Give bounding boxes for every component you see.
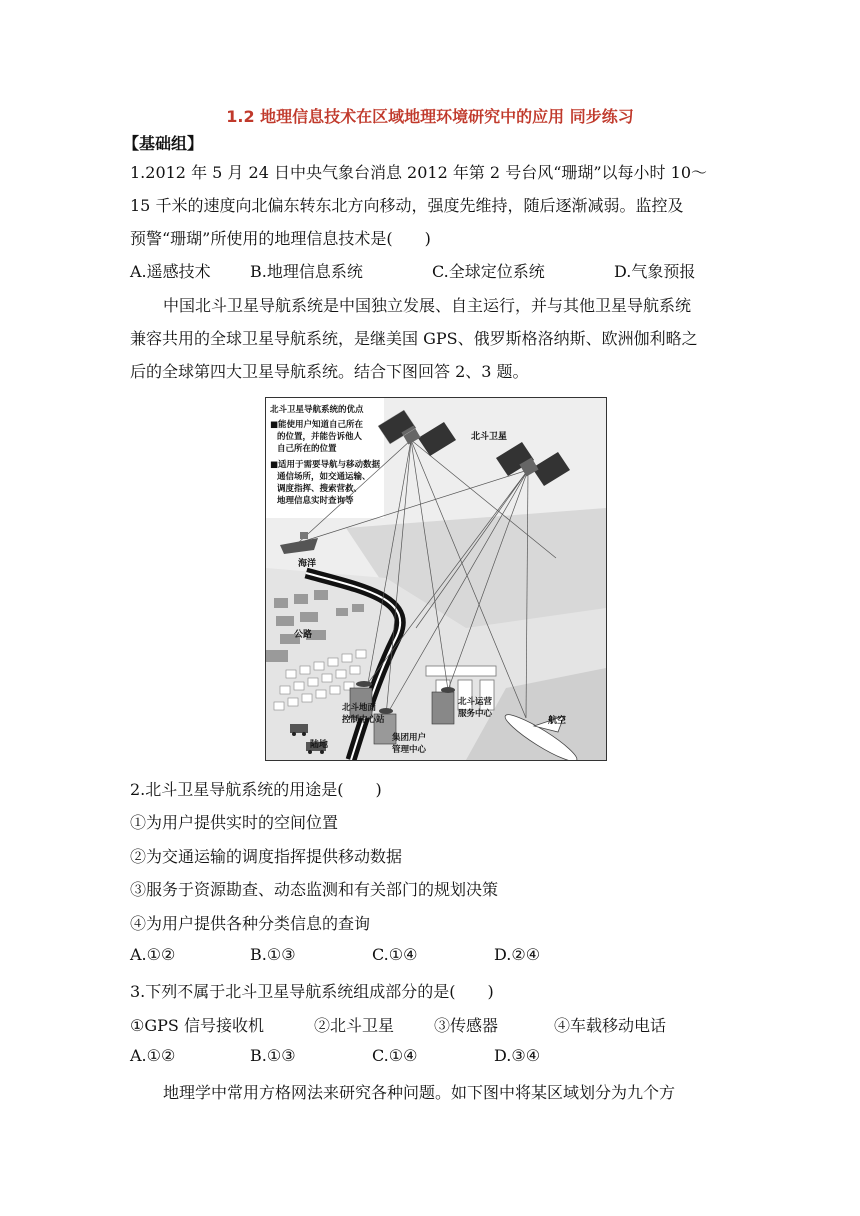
- legend-item-2-line-2: 通信场所，如交通运输、: [277, 472, 371, 482]
- user-center-label-2: 管理中心: [392, 745, 427, 755]
- q3-item-3: ③传感器: [434, 1016, 499, 1035]
- q1-option-d: D.气象预报: [614, 262, 696, 281]
- q1-option-c: C.全球定位系统: [432, 262, 545, 281]
- ground-station-label-2: 控制中心站: [342, 715, 385, 725]
- operation-center-label-2: 服务中心: [458, 709, 493, 719]
- q2-item-3: ③服务于资源勘查、动态监测和有关部门的规划决策: [130, 880, 499, 899]
- q3-item-2: ②北斗卫星: [314, 1016, 395, 1035]
- q3-option-d: D.③④: [494, 1046, 541, 1065]
- q3-option-c: C.①④: [372, 1046, 418, 1065]
- q1-line-1: 1.2012 年 5 月 24 日中央气象台消息 2012 年第 2 号台风“珊瑚”以每小时 10～: [130, 163, 708, 182]
- ground-station-label-1: 北斗地面: [342, 703, 377, 713]
- section-heading: 【基础组】: [123, 134, 204, 153]
- land-label: 陆地: [310, 740, 329, 750]
- user-center-label-1: 集团用户: [392, 733, 427, 743]
- passage1-line-2: 兼容共用的全球卫星导航系统，是继美国 GPS、俄罗斯格洛纳斯、欧洲伽利略之: [130, 329, 698, 348]
- legend-item-2-line-1: ■适用于需要导航与移动数据: [270, 460, 381, 470]
- q1-line-2: 15 千米的速度向北偏东转东北方向移动，强度先维持，随后逐渐减弱。监控及: [130, 196, 684, 215]
- document-title: 1.2 地理信息技术在区域地理环境研究中的应用 同步练习: [226, 107, 634, 126]
- q3-stem: 3.下列不属于北斗卫星导航系统组成部分的是( ): [130, 982, 494, 1001]
- q1-option-a: A.遥感技术: [130, 262, 211, 281]
- legend-item-2-line-3: 调度指挥、搜索营救、: [277, 484, 363, 494]
- q3-option-b: B.①③: [250, 1046, 296, 1065]
- q2-item-4: ④为用户提供各种分类信息的查询: [130, 914, 371, 933]
- q2-stem: 2.北斗卫星导航系统的用途是( ): [130, 780, 382, 799]
- q3-item-4: ④车载移动电话: [554, 1016, 667, 1035]
- q2-option-b: B.①③: [250, 945, 296, 964]
- passage1-line-3: 后的全球第四大卫星导航系统。结合下图回答 2、3 题。: [130, 362, 529, 381]
- satellite-label: 北斗卫星: [471, 432, 508, 442]
- q2-option-a: A.①②: [130, 945, 176, 964]
- passage1-line-1: 中国北斗卫星导航系统是中国独立发展、自主运行，并与其他卫星导航系统: [163, 296, 692, 315]
- q3-option-a: A.①②: [130, 1046, 176, 1065]
- operation-center-label-1: 北斗运营: [458, 697, 493, 707]
- ocean-label: 海洋: [298, 559, 317, 569]
- legend-item-1-line-3: 自己所在的位置: [277, 444, 337, 454]
- q3-item-1: ①GPS 信号接收机: [130, 1016, 264, 1035]
- legend-item-1-line-2: 的位置，并能告诉他人: [277, 432, 363, 442]
- beidou-system-figure: [265, 397, 607, 761]
- q1-line-3: 预警“珊瑚”所使用的地理信息技术是( ): [130, 229, 431, 248]
- passage2-line-1: 地理学中常用方格网法来研究各种问题。如下图中将某区域划分为九个方: [163, 1083, 676, 1102]
- operation-center-icon: [432, 687, 455, 724]
- legend-item-2-line-4: 地理信息实时查询等: [277, 496, 354, 506]
- q2-item-2: ②为交通运输的调度指挥提供移动数据: [130, 847, 403, 866]
- q2-item-1: ①为用户提供实时的空间位置: [130, 813, 339, 832]
- road-label: 公路: [294, 630, 313, 640]
- q2-option-c: C.①④: [372, 945, 418, 964]
- legend-item-1-line-1: ■能使用户知道自己所在: [270, 420, 364, 430]
- q1-option-b: B.地理信息系统: [250, 262, 363, 281]
- q2-option-d: D.②④: [494, 945, 541, 964]
- legend-title: 北斗卫星导航系统的优点: [270, 405, 364, 415]
- aviation-label: 航空: [548, 716, 567, 726]
